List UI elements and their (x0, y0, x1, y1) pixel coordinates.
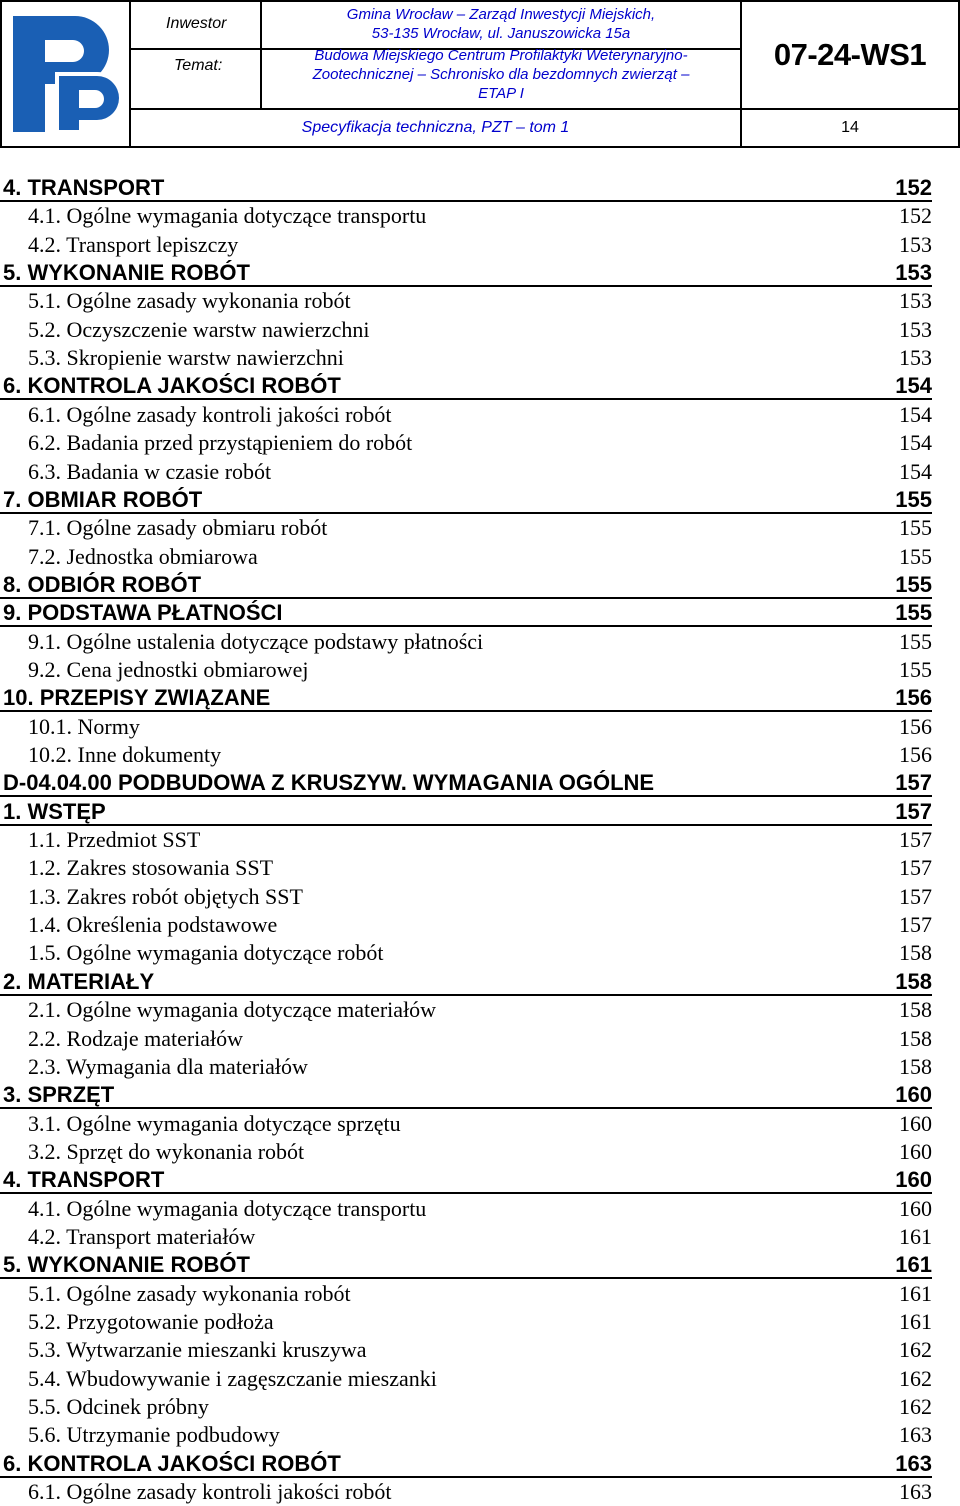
toc-entry-page: 157 (899, 884, 932, 909)
toc-subsection-entry[interactable] (0, 741, 932, 769)
toc-entry-page: 163 (899, 1422, 932, 1447)
toc-entry-page: 153 (899, 232, 932, 257)
toc-entry-page: 161 (899, 1281, 932, 1306)
toc-subsection-entry[interactable] (0, 656, 932, 684)
toc-subsection-entry[interactable] (0, 1365, 932, 1393)
toc-entry-page: 163 (895, 1451, 932, 1476)
toc-entry-page: 155 (899, 629, 932, 654)
toc-subsection-entry[interactable] (0, 1280, 932, 1308)
toc-entry-page: 158 (899, 1054, 932, 1079)
toc-section-underline (0, 1277, 932, 1279)
toc-entry-title: 10.2. Inne dokumenty (28, 742, 222, 767)
spec-cell (129, 108, 742, 148)
toc-entry-page: 158 (895, 969, 932, 994)
toc-entry-page: 154 (899, 402, 932, 427)
toc-entry-title: 8. ODBIÓR ROBÓT (3, 572, 202, 597)
toc-entry-title: 5.6. Utrzymanie podbudowy (28, 1422, 280, 1447)
toc-entry-title: 7.2. Jednostka obmiarowa (28, 544, 258, 569)
toc-subsection-entry[interactable] (0, 826, 932, 854)
toc-subsection-entry[interactable] (0, 1110, 932, 1138)
toc-entry-page: 157 (899, 827, 932, 852)
toc-subsection-entry[interactable] (0, 401, 932, 429)
investor-label: Inwestor (166, 15, 227, 32)
toc-entry-page: 152 (899, 203, 932, 228)
toc-entry-title: 3. SPRZĘT (3, 1082, 115, 1107)
page-number-cell (740, 108, 960, 148)
toc-entry-title: 3.2. Sprzęt do wykonania robót (28, 1139, 305, 1164)
toc-entry-title: 2.1. Ogólne wymagania dotyczące materiałów (28, 997, 437, 1022)
toc-entry-title: 5.3. Skropienie warstw nawierzchni (28, 345, 344, 370)
toc-entry-page: 156 (895, 685, 932, 710)
investor-line-1: Gmina Wrocław – Zarząd Inwestycji Miejskich, (346, 6, 656, 23)
toc-section-entry[interactable] (0, 1081, 932, 1109)
toc-entry-title: 2.3. Wymagania dla materiałów (28, 1054, 308, 1079)
toc-entry-title: 5.2. Oczyszczenie warstw nawierzchni (28, 317, 370, 342)
toc-entry-title: 4.2. Transport lepiszczy (28, 232, 239, 257)
topic-line-3: ETAP I (478, 85, 524, 102)
toc-entry-page: 155 (899, 515, 932, 540)
toc-section-entry[interactable] (0, 174, 932, 202)
toc-entry-title: 1. WSTĘP (3, 799, 106, 824)
toc-section-entry[interactable] (0, 571, 932, 599)
toc-entry-page: 158 (899, 1026, 932, 1051)
toc-entry-page: 160 (899, 1139, 932, 1164)
toc-subsection-entry[interactable] (0, 429, 932, 457)
toc-entry-page: 155 (899, 544, 932, 569)
toc-entry-page: 155 (895, 600, 932, 625)
spec-title: Specyfikacja techniczna, PZT – tom 1 (301, 119, 570, 136)
toc-entry-page: 154 (899, 459, 932, 484)
toc-entry-title: 5.2. Przygotowanie podłoża (28, 1309, 274, 1334)
toc-entry-page: 155 (899, 657, 932, 682)
topic-line-2: Zootechnicznej – Schronisko dla bezdomnych zwierząt – (312, 66, 690, 83)
toc-entry-title: 1.1. Przedmiot SST (28, 827, 201, 852)
toc-entry-page: 155 (895, 572, 932, 597)
toc-entry-title: 2. MATERIAŁY (3, 969, 155, 994)
toc-entry-page: 157 (895, 799, 932, 824)
toc-entry-title: 4. TRANSPORT (3, 175, 165, 200)
toc-entry-title: 6.1. Ogólne zasady kontroli jakości robót (28, 1479, 392, 1504)
toc-subsection-entry[interactable] (0, 1195, 932, 1223)
toc-subsection-entry[interactable] (0, 458, 932, 486)
toc-entry-title: 5.4. Wbudowywanie i zagęszczanie mieszanki (28, 1366, 437, 1391)
toc-entry-page: 160 (895, 1167, 932, 1192)
toc-subsection-entry[interactable] (0, 231, 932, 259)
logo-cell (0, 0, 131, 148)
document-header (0, 0, 960, 148)
topic-label: Temat: (174, 57, 223, 74)
toc-section-entry[interactable] (0, 769, 932, 797)
toc-entry-page: 155 (895, 487, 932, 512)
toc-subsection-entry[interactable] (0, 1336, 932, 1364)
toc-subsection-entry[interactable] (0, 628, 932, 656)
toc-subsection-entry[interactable] (0, 1308, 932, 1336)
toc-entry-page: 152 (895, 175, 932, 200)
toc-entry-page: 161 (899, 1224, 932, 1249)
toc-entry-page: 157 (899, 855, 932, 880)
toc-entry-title: 10.1. Normy (28, 714, 140, 739)
toc-entry-page: 153 (899, 345, 932, 370)
toc-entry-page: 157 (895, 770, 932, 795)
toc-subsection-entry[interactable] (0, 1421, 932, 1449)
toc-entry-title: 5. WYKONANIE ROBÓT (3, 1252, 250, 1277)
toc-entry-title: 5.1. Ogólne zasady wykonania robót (28, 1281, 351, 1306)
toc-subsection-entry[interactable] (0, 883, 932, 911)
toc-entry-title: 5.3. Wytwarzanie mieszanki kruszywa (28, 1337, 367, 1362)
toc-entry-page: 158 (899, 997, 932, 1022)
toc-entry-title: 5. WYKONANIE ROBÓT (3, 260, 250, 285)
toc-subsection-entry[interactable] (0, 202, 932, 230)
toc-entry-page: 161 (899, 1309, 932, 1334)
toc-entry-title: 1.3. Zakres robót objętych SST (28, 884, 303, 909)
toc-entry-title: 9.2. Cena jednostki obmiarowej (28, 657, 309, 682)
toc-subsection-entry[interactable] (0, 1393, 932, 1421)
toc-section-underline (0, 1107, 932, 1109)
toc-section-underline (0, 1192, 932, 1194)
toc-entry-title: 6.1. Ogólne zasady kontroli jakości robót (28, 402, 392, 427)
pp-logo-icon (7, 10, 125, 138)
toc-entry-page: 153 (899, 317, 932, 342)
toc-subsection-entry[interactable] (0, 344, 932, 372)
toc-entry-title: 10. PRZEPISY ZWIĄZANE (3, 685, 271, 710)
toc-entry-page: 158 (899, 940, 932, 965)
toc-subsection-entry[interactable] (0, 1223, 932, 1251)
toc-subsection-entry[interactable] (0, 316, 932, 344)
toc-entry-page: 156 (899, 714, 932, 739)
toc-entry-title: 6. KONTROLA JAKOŚCI ROBÓT (3, 1451, 341, 1476)
toc-entry-title: 1.5. Ogólne wymagania dotyczące robót (28, 940, 384, 965)
toc-entry-title: 4.1. Ogólne wymagania dotyczące transportu (28, 203, 427, 228)
toc-entry-page: 156 (899, 742, 932, 767)
toc-section-underline (0, 795, 932, 797)
toc-entry-title: 6.2. Badania przed przystąpieniem do robót (28, 430, 413, 455)
toc-entry-title: 4.1. Ogólne wymagania dotyczące transportu (28, 1196, 427, 1221)
toc-section-entry[interactable] (0, 968, 932, 996)
toc-subsection-entry[interactable] (0, 514, 932, 542)
toc-entry-title: 5.1. Ogólne zasady wykonania robót (28, 288, 351, 313)
investor-line-2: 53-135 Wrocław, ul. Januszowicka 15a (371, 25, 631, 42)
toc-subsection-entry[interactable] (0, 713, 932, 741)
toc-section-entry[interactable] (0, 372, 932, 400)
toc-entry-title: 2.2. Rodzaje materiałów (28, 1026, 244, 1051)
toc-entry-page: 153 (899, 288, 932, 313)
toc-entry-page: 162 (899, 1394, 932, 1419)
toc-section-entry[interactable] (0, 684, 932, 712)
toc-subsection-entry[interactable] (0, 1138, 932, 1166)
toc-entry-page: 160 (899, 1196, 932, 1221)
toc-subsection-entry[interactable] (0, 939, 932, 967)
toc-entry-title: 7.1. Ogólne zasady obmiaru robót (28, 515, 328, 540)
toc-section-entry[interactable] (0, 798, 932, 826)
toc-entry-page: 162 (899, 1337, 932, 1362)
toc-entry-page: 153 (895, 260, 932, 285)
toc-entry-title: 5.5. Odcinek próbny (28, 1394, 209, 1419)
toc-subsection-entry[interactable] (0, 911, 932, 939)
toc-entry-title: 4.2. Transport materiałów (28, 1224, 256, 1249)
toc-section-entry[interactable] (0, 599, 932, 627)
toc-entry-page: 160 (899, 1111, 932, 1136)
toc-subsection-entry[interactable] (0, 1053, 932, 1081)
toc-subsection-entry[interactable] (0, 543, 932, 571)
toc-entry-title: 1.2. Zakres stosowania SST (28, 855, 274, 880)
toc-entry-title: 3.1. Ogólne wymagania dotyczące sprzętu (28, 1111, 401, 1136)
toc-section-entry[interactable] (0, 1166, 932, 1194)
toc-entry-page: 157 (899, 912, 932, 937)
toc-subsection-entry[interactable] (0, 287, 932, 315)
toc-section-entry[interactable] (0, 1450, 932, 1478)
toc-subsection-entry[interactable] (0, 1478, 932, 1506)
toc-section-entry[interactable] (0, 486, 932, 514)
toc-section-entry[interactable] (0, 259, 932, 287)
document-code-cell (740, 0, 960, 110)
toc-entry-page: 160 (895, 1082, 932, 1107)
toc-entry-page: 154 (899, 430, 932, 455)
toc-entry-title: 1.4. Określenia podstawowe (28, 912, 278, 937)
toc-section-underline (0, 710, 932, 712)
toc-entry-page: 154 (895, 373, 932, 398)
toc-entry-title: 6.3. Badania w czasie robót (28, 459, 272, 484)
topic-line-1: Budowa Miejskiego Centrum Profilaktyki Weterynaryjno- (314, 47, 688, 64)
toc-section-underline (0, 625, 932, 627)
toc-entry-page: 161 (895, 1252, 932, 1277)
document-code: 07-24-WS1 (773, 37, 927, 72)
toc-subsection-entry[interactable] (0, 1025, 932, 1053)
toc-entry-title: D-04.04.00 PODBUDOWA Z KRUSZYW. WYMAGANIA OGÓLNE (3, 770, 655, 795)
toc-subsection-entry[interactable] (0, 854, 932, 882)
toc-section-entry[interactable] (0, 1251, 932, 1279)
toc-subsection-entry[interactable] (0, 996, 932, 1024)
toc-entry-title: 4. TRANSPORT (3, 1167, 165, 1192)
toc-entry-title: 9. PODSTAWA PŁATNOŚCI (3, 600, 283, 625)
toc-entry-title: 7. OBMIAR ROBÓT (3, 487, 203, 512)
toc-entry-page: 162 (899, 1366, 932, 1391)
toc-entry-page: 163 (899, 1479, 932, 1504)
page-number: 14 (841, 119, 859, 136)
toc-entry-title: 6. KONTROLA JAKOŚCI ROBÓT (3, 373, 341, 398)
toc-section-underline (0, 398, 932, 400)
toc-entry-title: 9.1. Ogólne ustalenia dotyczące podstawy płatności (28, 629, 484, 654)
